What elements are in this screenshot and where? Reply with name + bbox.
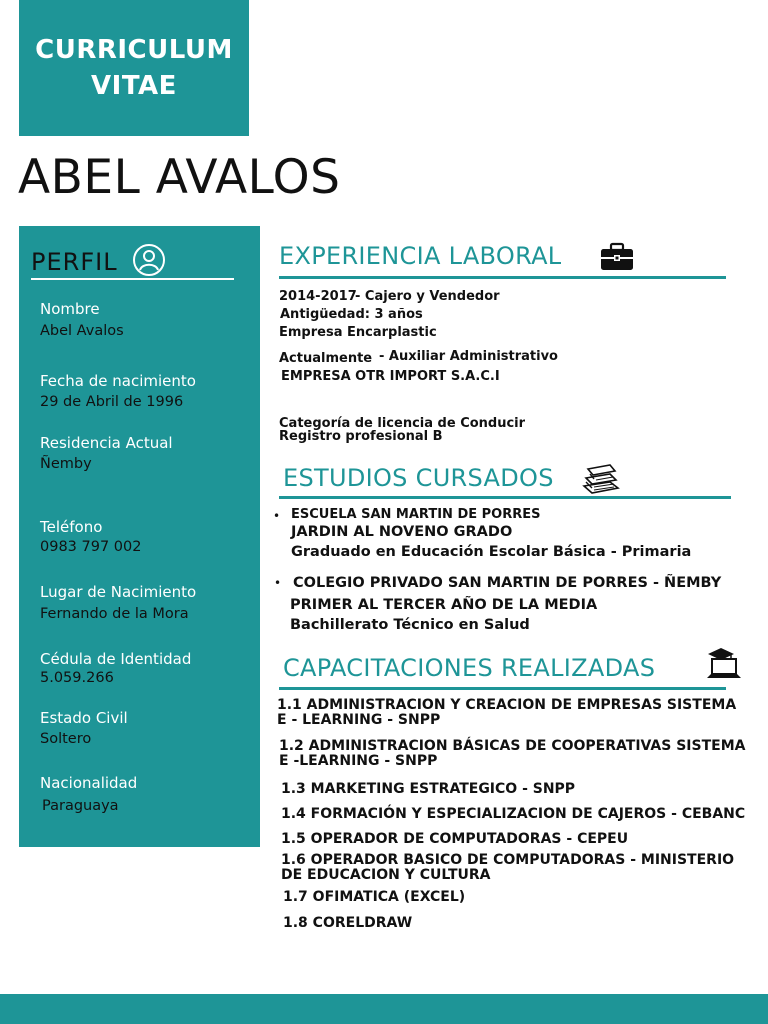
school2-bullet: •	[274, 576, 282, 590]
field-value-nombre: Abel Avalos	[40, 323, 124, 339]
graduation-laptop-icon	[704, 644, 742, 685]
field-label-estado: Estado Civil	[40, 709, 128, 727]
job1-years: 2014-2017	[279, 289, 357, 304]
job2-company: EMPRESA OTR IMPORT S.A.C.I	[281, 369, 500, 384]
job1-seniority: Antigüedad: 3 años	[280, 307, 423, 322]
capacitacion-item: 1.1 ADMINISTRACION Y CREACION DE EMPRESAS SISTEMA E - LEARNING - SNPP	[277, 697, 737, 728]
estudios-divider	[279, 496, 731, 499]
experiencia-title: EXPERIENCIA LABORAL	[279, 242, 562, 270]
cv-title-line2: VITAE	[91, 71, 177, 101]
perfil-divider	[31, 278, 234, 280]
cv-title-box	[19, 0, 249, 136]
field-value-fecha: 29 de Abril de 1996	[40, 394, 184, 410]
user-circle-icon	[132, 243, 166, 282]
job2-when: Actualmente	[279, 351, 373, 366]
books-icon	[580, 460, 620, 501]
field-label-fecha: Fecha de nacimiento	[40, 372, 196, 390]
perfil-sidebar	[19, 226, 260, 847]
job1-role: - Cajero y Vendedor	[355, 289, 500, 304]
field-label-residencia: Residencia Actual	[40, 434, 173, 452]
capacitacion-item: 1.8 CORELDRAW	[283, 915, 413, 931]
license-title: Categoría de licencia de Conducir	[279, 416, 526, 431]
field-value-estado: Soltero	[40, 731, 92, 747]
school1-degree: Graduado en Educación Escolar Básica - Primaria	[291, 544, 692, 560]
field-value-telefono: 0983 797 002	[40, 539, 142, 555]
capacitacion-item: 1.3 MARKETING ESTRATEGICO - SNPP	[281, 781, 576, 797]
cv-title-line1: CURRICULUM	[35, 35, 233, 65]
license-value: Registro profesional B	[279, 429, 443, 444]
capacitacion-item: 1.2 ADMINISTRACION BÁSICAS DE COOPERATIVAS SISTEMA E -LEARNING - SNPP	[279, 738, 746, 769]
perfil-title: PERFIL	[31, 248, 118, 276]
capacitacion-item: 1.6 OPERADOR BASICO DE COMPUTADORAS - MINISTERIO DE EDUCACION Y CULTURA	[281, 852, 735, 883]
capacitacion-item: 1.7 OFIMATICA (EXCEL)	[283, 889, 466, 905]
job2-role: - Auxiliar Administrativo	[379, 349, 558, 364]
field-label-telefono: Teléfono	[40, 518, 103, 536]
field-value-cedula: 5.059.266	[40, 670, 114, 686]
field-label-nacionalidad: Nacionalidad	[40, 774, 138, 792]
school2-name: COLEGIO PRIVADO SAN MARTIN DE PORRES - ÑEMBY	[293, 575, 722, 591]
field-label-lugar: Lugar de Nacimiento	[40, 583, 197, 601]
person-name: ABEL AVALOS	[18, 150, 341, 205]
school1-name: ESCUELA SAN MARTIN DE PORRES	[291, 507, 541, 522]
capacitacion-item: 1.5 OPERADOR DE COMPUTADORAS - CEPEU	[281, 831, 629, 847]
briefcase-icon	[599, 242, 635, 277]
estudios-title: ESTUDIOS CURSADOS	[283, 464, 554, 492]
field-value-residencia: Ñemby	[40, 456, 92, 472]
job1-company: Empresa Encarplastic	[279, 325, 437, 340]
capacitaciones-divider	[279, 687, 726, 690]
school2-level: PRIMER AL TERCER AÑO DE LA MEDIA	[290, 597, 598, 613]
school1-bullet: •	[273, 509, 281, 523]
footer-bar	[0, 994, 768, 1024]
field-label-cedula: Cédula de Identidad	[40, 650, 192, 668]
field-label-nombre: Nombre	[40, 300, 100, 318]
capacitacion-item: 1.4 FORMACIÓN Y ESPECIALIZACION DE CAJEROS - CEBANC	[281, 806, 746, 822]
field-value-nacionalidad: Paraguaya	[42, 798, 119, 814]
field-value-lugar: Fernando de la Mora	[40, 606, 189, 622]
school2-degree: Bachillerato Técnico en Salud	[290, 617, 530, 633]
experiencia-divider	[279, 276, 726, 279]
school1-level: JARDIN AL NOVENO GRADO	[291, 524, 513, 540]
capacitaciones-title: CAPACITACIONES REALIZADAS	[283, 654, 656, 682]
